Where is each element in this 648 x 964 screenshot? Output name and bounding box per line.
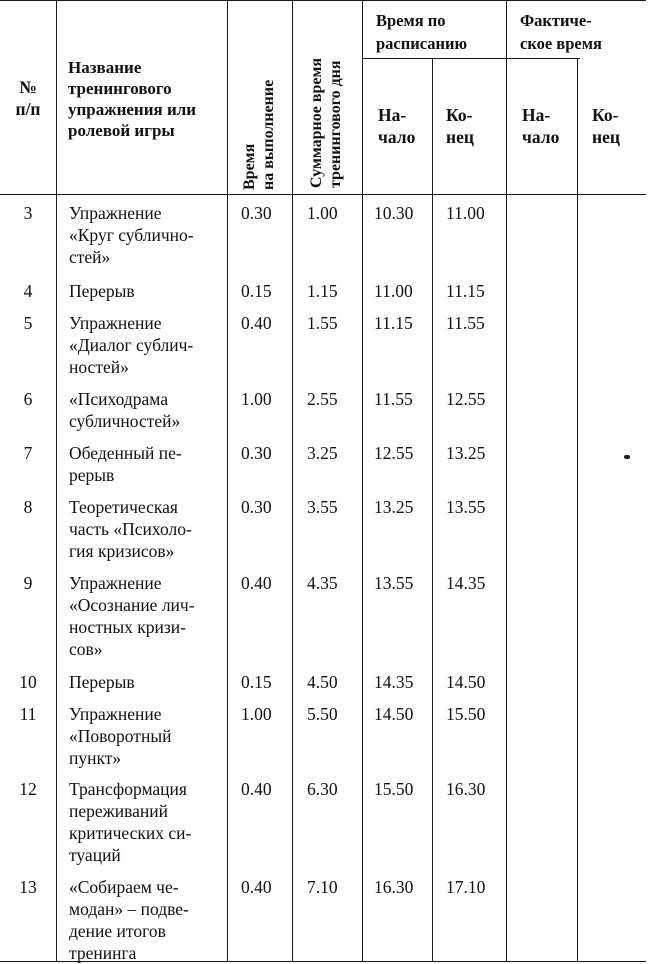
rule-col6: [506, 0, 507, 194]
row-num: 4: [23, 281, 33, 301]
rule-body-col2: [227, 194, 228, 961]
row-total: 2.55: [307, 389, 338, 409]
rule-body-col7: [577, 194, 578, 961]
row-start: 12.55: [374, 443, 414, 463]
row-start: 14.35: [374, 672, 414, 692]
row-end: 15.50: [446, 704, 486, 724]
row-start: 13.25: [374, 497, 414, 517]
row-num: 12: [19, 779, 37, 799]
row-start: 13.55: [374, 573, 414, 593]
rule-col2: [227, 0, 228, 194]
rule-col7: [577, 58, 578, 194]
row-name: Упражнение «Круг субличнo- стей»: [69, 203, 194, 267]
row-total: 5.50: [307, 704, 338, 724]
row-end: 17.10: [446, 877, 486, 897]
row-start: 10.30: [374, 203, 414, 223]
row-total: 1.15: [307, 281, 338, 301]
rule-body-col4: [362, 194, 363, 961]
row-end: 12.55: [446, 389, 486, 409]
row-total: 4.35: [307, 573, 338, 593]
row-duration: 0.40: [241, 779, 272, 799]
rule-col3: [292, 0, 293, 194]
row-duration: 0.40: [241, 313, 272, 333]
row-total: 6.30: [307, 779, 338, 799]
row-name: Перерыв: [69, 281, 135, 301]
row-num: 5: [23, 313, 33, 333]
row-name: Упражнение «Диалог сублич- ностей»: [69, 313, 194, 377]
row-end: 14.35: [446, 573, 486, 593]
header-duration: Время на выполнение: [241, 79, 277, 190]
header-act-end: Ко- нец: [592, 105, 620, 147]
header-act-start: На- чало: [522, 105, 560, 147]
row-duration: 0.30: [241, 443, 272, 463]
row-num: 8: [23, 497, 33, 517]
row-duration: 0.15: [241, 672, 272, 692]
row-end: 13.25: [446, 443, 486, 463]
row-duration: 0.40: [241, 877, 272, 897]
row-name: Обеденный пе- рерыв: [69, 443, 182, 485]
row-num: 10: [19, 672, 37, 692]
header-num: № п/п: [15, 77, 41, 119]
rule-col1: [56, 0, 57, 194]
rule-col5: [432, 58, 433, 194]
row-total: 4.50: [307, 672, 338, 692]
row-end: 11.55: [446, 313, 485, 333]
row-end: 14.50: [446, 672, 486, 692]
header-actual: Фактиче- ское время: [520, 11, 602, 53]
row-end: 11.15: [446, 281, 485, 301]
rule-subheader: [362, 58, 580, 59]
rule-body-col5: [432, 194, 433, 961]
row-duration: 1.00: [241, 389, 272, 409]
row-name: Упражнение «Поворотный пункт»: [69, 704, 172, 768]
rule-top: [0, 0, 646, 1]
row-start: 14.50: [374, 704, 414, 724]
rule-body-col3: [292, 194, 293, 961]
row-num: 9: [23, 573, 33, 593]
rule-body-col6: [506, 194, 507, 961]
row-duration: 0.40: [241, 573, 272, 593]
rule-header-bottom: [0, 194, 646, 195]
row-total: 1.00: [307, 203, 338, 223]
row-start: 11.15: [374, 313, 413, 333]
row-start: 11.55: [374, 389, 413, 409]
header-scheduled: Время по расписанию: [376, 11, 468, 53]
rule-body-col1: [56, 194, 57, 961]
row-num: 11: [19, 704, 37, 724]
row-total: 7.10: [307, 877, 338, 897]
row-total: 3.25: [307, 443, 338, 463]
row-end: 16.30: [446, 779, 486, 799]
row-end: 13.55: [446, 497, 486, 517]
row-duration: 1.00: [241, 704, 272, 724]
rule-col4: [362, 0, 363, 194]
header-sched-start: На- чало: [378, 105, 416, 147]
row-num: 7: [23, 443, 33, 463]
row-start: 15.50: [374, 779, 414, 799]
row-duration: 0.30: [241, 497, 272, 517]
row-name: «Психодрама субличностей»: [69, 389, 181, 431]
row-total: 3.55: [307, 497, 338, 517]
header-total: Суммарное время тренингового дня: [308, 57, 344, 188]
row-start: 16.30: [374, 877, 414, 897]
row-start: 11.00: [374, 281, 413, 301]
row-name: Теоретическая часть «Психоло- гия кризисов»: [69, 497, 192, 561]
ink-speck: [624, 455, 630, 459]
row-num: 13: [19, 877, 37, 897]
row-duration: 0.15: [241, 281, 272, 301]
row-name: Перерыв: [69, 672, 135, 692]
row-name: «Собираем че- модан» – подве- дение итогов тренинга: [69, 877, 189, 963]
row-name: Упражнение «Осознание лич- ностных кризи- сов»: [69, 573, 195, 659]
row-num: 3: [23, 203, 33, 223]
row-total: 1.55: [307, 313, 338, 333]
header-name: Название тренингового упражнения или ролевой игры: [68, 58, 197, 140]
row-num: 6: [23, 389, 33, 409]
row-end: 11.00: [446, 203, 485, 223]
header-sched-end: Ко- нец: [446, 105, 474, 147]
row-duration: 0.30: [241, 203, 272, 223]
row-name: Трансформация переживаний критических си- туаций: [69, 779, 192, 865]
